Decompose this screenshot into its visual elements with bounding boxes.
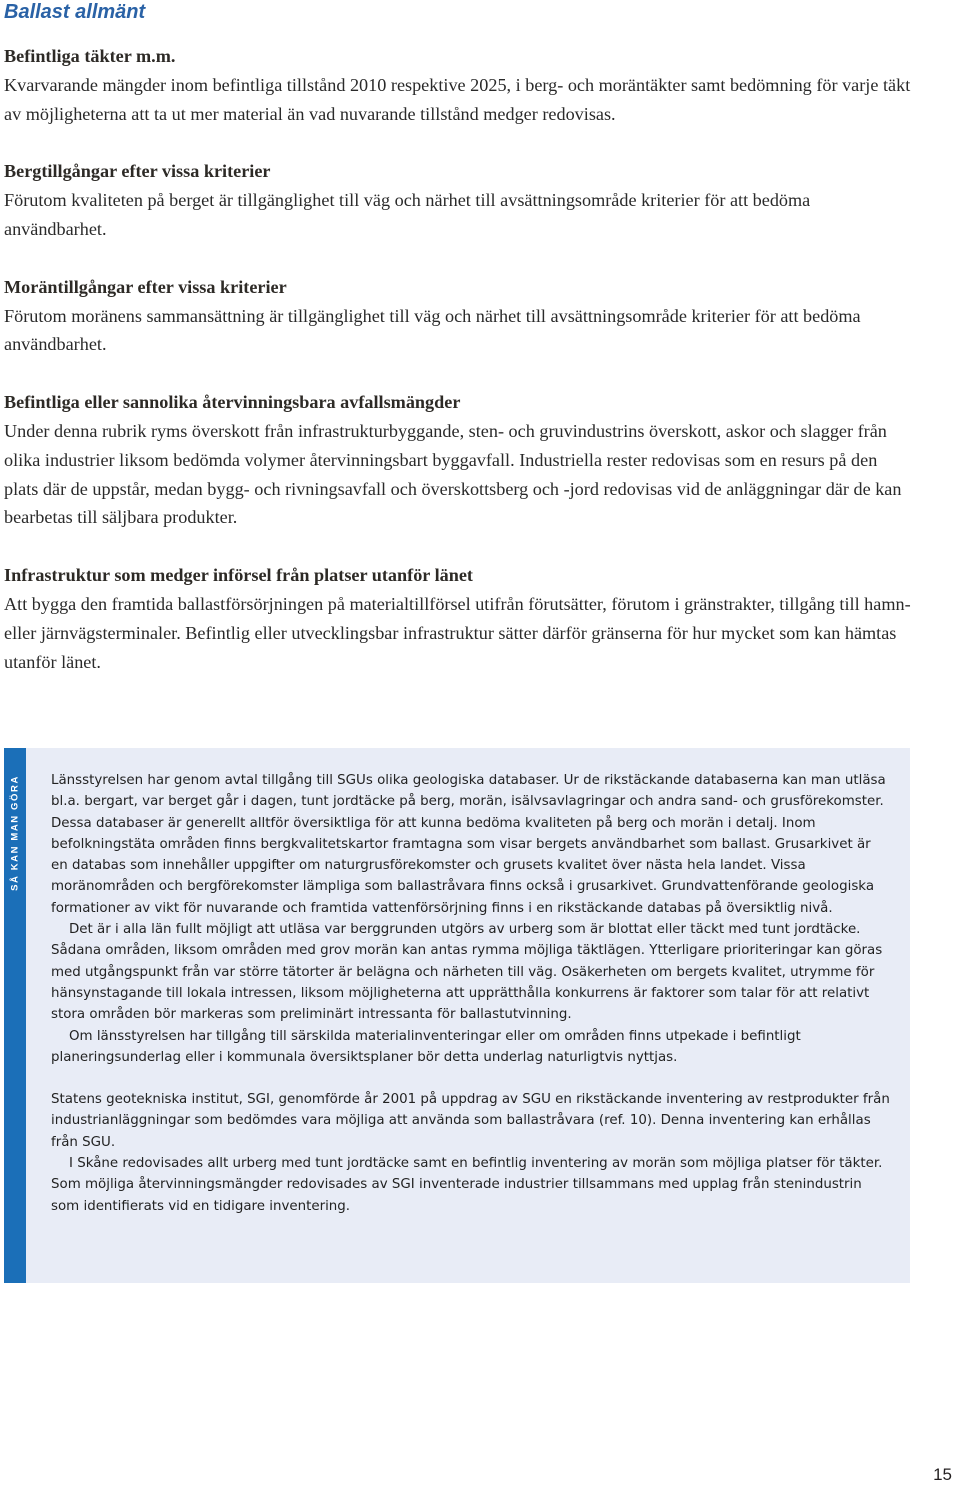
info-paragraph: Det är i alla län fullt möjligt att utläsa var berggrunden utgörs av urberg som är blottat eller täckt med tunt jordtäcke. Sådana områden, liksom områden med grov morän kan antas rymma möjliga täktlägen. Ytterligare prioriteringar kan göras med utgångspunkt från var större tätorter är belägna och närheten till väg. Osäkerheten om bergets kvalitet, utrymme för hänsynstagande till lokala intressen, liksom möjligheterna att upprätthålla konkurrens är faktorer som talar för att relativt stora områden bör markeras som preliminärt intressanta för ballastutvinning.	[51, 922, 883, 1023]
info-box-side-label: SÅ KAN MAN GÖRA	[9, 775, 21, 891]
main-text	[4, 42, 916, 705]
section-infrastruktur	[4, 561, 916, 676]
info-paragraph: I Skåne redovisades allt urberg med tunt jordtäcke samt en befintlig inventering av morän som möjliga platser för täkter. Som möjliga återvinningsmängder redovisades av SGI inventerade industrier tillsammans med upplag från stenindustrin som identifierats vid en tidigare inventering.	[51, 1156, 883, 1214]
section-body: Förutom moränens sammansättning är tillgänglighet till väg och närhet till avsättningsområde kriterier för att bedöma användbarhet.	[4, 305, 861, 355]
info-box	[4, 748, 910, 1283]
section-title: Befintliga täkter m.m.	[4, 46, 176, 66]
info-paragraph: Om länsstyrelsen har tillgång till särskilda materialinventeringar eller om områden finns utpekade i befintligt planeringsunderlag eller i kommunala översiktsplaner bör detta underlag naturligtvis nyttjas.	[51, 1028, 801, 1065]
section-morantillgangar	[4, 273, 916, 359]
section-befintliga-taekter	[4, 42, 916, 128]
section-body: Att bygga den framtida ballastförsörjningen på materialtillförsel utifrån förutsätter, förutom i gränstrakter, tillgång till hamn- eller järnvägsterminaler. Befintlig eller utvecklingsbar infrastruktur sätter därför gränserna för hur mycket som kan hämtas utanför länet.	[4, 593, 911, 672]
section-title: Bergtillgångar efter vissa kriterier	[4, 161, 271, 182]
section-body: Under denna rubrik ryms överskott från infrastrukturbyggande, sten- och gruvindustrins överskott, askor och slagger från olika industrier liksom bedömda volymer återvinningsbart byggavfall. Industriella rester redovisas som en resurs på den plats där de uppstår, medan bygg- och rivningsavfall och överskottsberg och -jord redovisas vid de anläggningar där de kan bearbetas till säljbara produkter.	[4, 420, 902, 528]
info-paragraph: Länsstyrelsen har genom avtal tillgång till SGUs olika geologiska databaser. Ur de rikstäckande databaserna kan man utläsa bl.a. bergart, var berget går i dagen, tunt jordtäcke på berg, morän, isälvsavlagringar och andra sand- och grusförekomster. Dessa databaser är generellt alltför översiktliga för att kunna bedöma kvaliteten på berg och morän i detalj. Inom befolkningstäta områden finns bergkvalitetskartor framtagna som visar bergets användbarhet som ballast. Grusarkivet är en databas som innehåller uppgifter om naturgrusförekomster och grusets kvalitet över nästa hela landet. Vissa moränområden och bergförekomster lämpliga som ballastråvara finns också i grusarkivet. Grundvattenförande geologiska formationer av vikt för nuvarande och framtida vattenförsörjning finns i en rikstäckande databas på översiktlig nivå.	[51, 773, 886, 916]
page-number: 15	[933, 1465, 952, 1484]
info-box-side-strip	[4, 748, 26, 1283]
section-title: Befintliga eller sannolika återvinningsbara avfallsmängder	[4, 392, 461, 413]
info-box-content	[51, 770, 891, 1217]
section-title: Infrastruktur som medger införsel från platser utanför länet	[4, 565, 473, 586]
section-title: Moräntillgångar efter vissa kriterier	[4, 276, 287, 297]
section-body: Förutom kvaliteten på berget är tillgänglighet till väg och närhet till avsättningsområde kriterier för att bedöma användbarhet.	[4, 190, 811, 239]
section-avfallsmangder	[4, 388, 916, 532]
section-body: Kvarvarande mängder inom befintliga tillstånd 2010 respektive 2025, i berg- och moräntäkter samt bedömning för varje täkt av möjligheterna att ta ut mer material än vad nuvarande tillstånd medger redovisas.	[4, 74, 911, 124]
section-bergtillgangar	[4, 157, 916, 243]
info-paragraph: Statens geotekniska institut, SGI, genomförde år 2001 på uppdrag av SGU en rikstäckande inventering av restprodukter från industrianläggningar som bedömdes vara möjliga att använda som ballastråvara (ref. 10). Denna inventering kan erhållas från SGU.	[51, 1092, 890, 1150]
section-label: Ballast allmänt	[4, 1, 146, 23]
